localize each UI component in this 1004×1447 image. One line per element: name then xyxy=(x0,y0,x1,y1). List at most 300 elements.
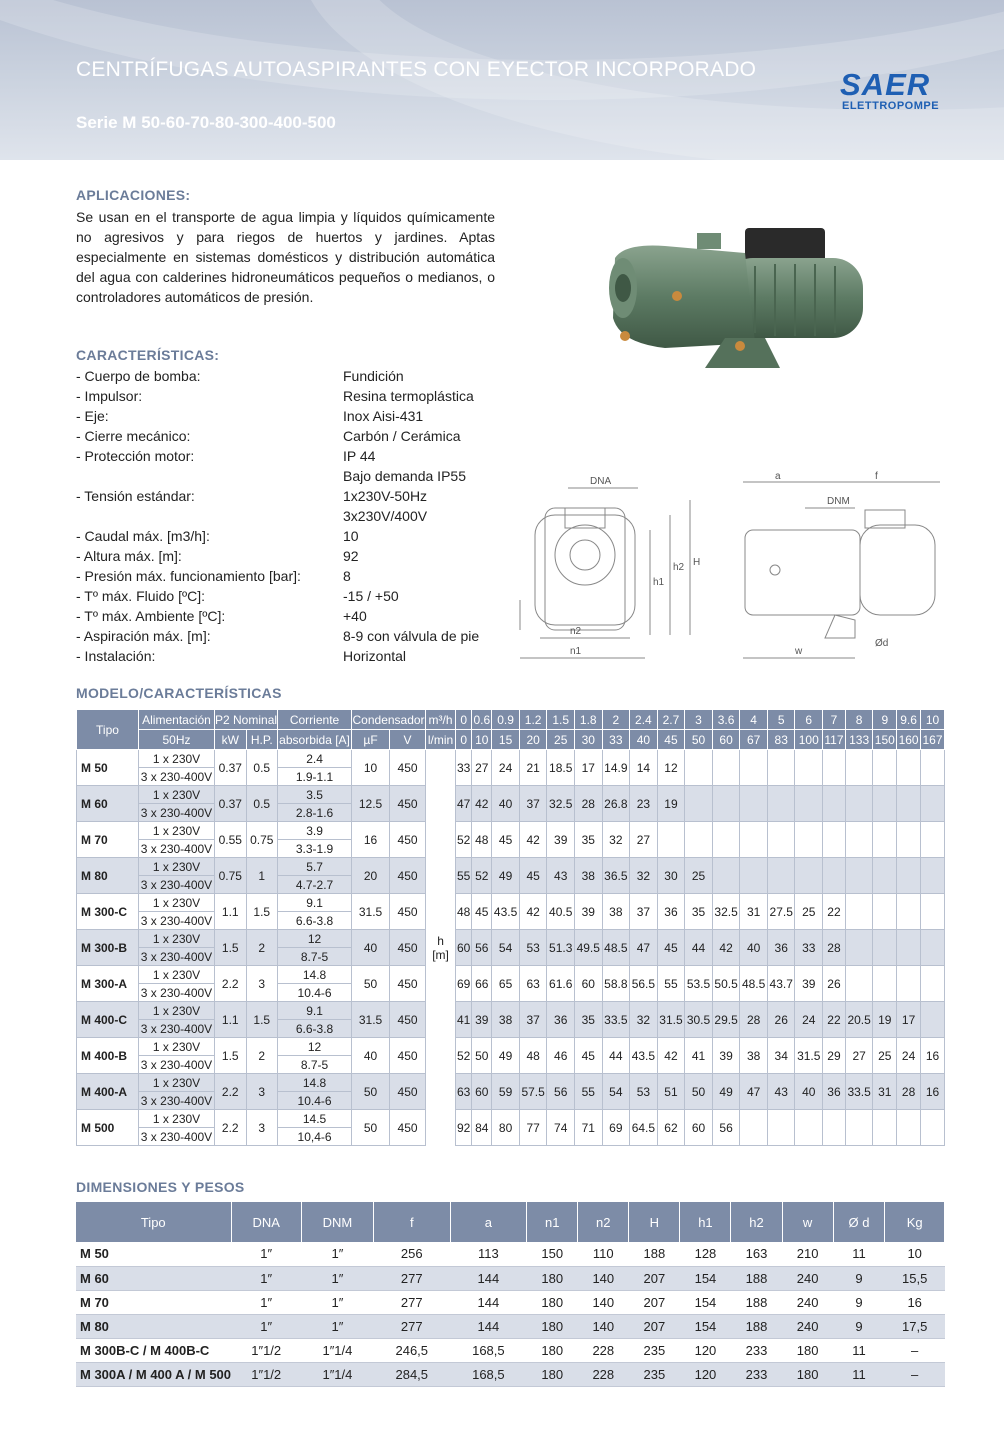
model-alim-1: 1 x 230V xyxy=(139,966,215,984)
head-value xyxy=(823,822,846,858)
dim-col-header: n1 xyxy=(527,1202,578,1242)
model-uf: 40 xyxy=(352,1038,390,1074)
head-value: 21 xyxy=(519,750,547,786)
head-value xyxy=(845,786,873,822)
char-row xyxy=(76,586,516,606)
head-value: 48 xyxy=(519,1038,547,1074)
head-value: 27.5 xyxy=(767,894,795,930)
head-value: 47 xyxy=(456,786,472,822)
head-value: 40 xyxy=(740,930,768,966)
model-kw: 1.1 xyxy=(215,1002,247,1038)
head-value xyxy=(823,858,846,894)
model-alim-1: 1 x 230V xyxy=(139,822,215,840)
model-alim-2: 3 x 230-400V xyxy=(139,804,215,822)
head-value: 32 xyxy=(602,822,630,858)
head-value: 23 xyxy=(630,786,658,822)
dim-value: 235 xyxy=(629,1362,680,1386)
flow-m3h-header: 0 xyxy=(456,710,472,730)
head-value: 22 xyxy=(823,894,846,930)
head-value xyxy=(657,822,685,858)
dim-tipo: M 80 xyxy=(76,1314,231,1338)
head-value: 53 xyxy=(630,1074,658,1110)
head-value: 41 xyxy=(456,1002,472,1038)
char-key: - Aspiración máx. [m]: xyxy=(76,628,211,644)
model-uf: 50 xyxy=(352,1110,390,1146)
head-value: 60 xyxy=(456,930,472,966)
model-alim-2: 3 x 230-400V xyxy=(139,1056,215,1074)
dim-value: 120 xyxy=(680,1338,731,1362)
char-value: 3x230V/400V xyxy=(343,508,428,524)
model-alim-2: 3 x 230-400V xyxy=(139,768,215,786)
H-label: H xyxy=(693,557,701,568)
head-value xyxy=(921,858,945,894)
model-current-2: 1.9-1.1 xyxy=(278,768,352,786)
flow-lmin-header: 30 xyxy=(574,730,602,750)
char-row xyxy=(76,626,516,646)
head-value: 38 xyxy=(740,1038,768,1074)
model-table xyxy=(76,709,945,1146)
dim-value: 1″ xyxy=(301,1314,373,1338)
model-kw: 2.2 xyxy=(215,966,247,1002)
head-value: 63 xyxy=(519,966,547,1002)
head-value xyxy=(795,1110,823,1146)
dim-row xyxy=(76,1242,945,1266)
head-value xyxy=(873,930,897,966)
head-value: 51.3 xyxy=(547,930,575,966)
dim-value: 180 xyxy=(527,1266,578,1290)
dimensiones-heading: DIMENSIONES Y PESOS xyxy=(76,1179,245,1195)
model-alim-1: 1 x 230V xyxy=(139,750,215,768)
head-value xyxy=(685,786,713,822)
head-value xyxy=(897,858,921,894)
model-hp: 3 xyxy=(246,1110,278,1146)
dim-value: 1″1/4 xyxy=(301,1338,373,1362)
head-value: 43.7 xyxy=(767,966,795,1002)
model-current-2: 10.4-6 xyxy=(278,1092,352,1110)
dim-tipo: M 70 xyxy=(76,1290,231,1314)
dim-value: 240 xyxy=(782,1314,833,1338)
dim-value: 168,5 xyxy=(450,1338,527,1362)
head-value: 27 xyxy=(630,822,658,858)
model-tipo: M 400-A xyxy=(77,1074,139,1110)
head-value: 26.8 xyxy=(602,786,630,822)
col-corriente: Corriente xyxy=(278,710,352,730)
flow-lmin-header: 160 xyxy=(897,730,921,750)
flow-lmin-header: 133 xyxy=(845,730,873,750)
head-value: 22 xyxy=(823,1002,846,1038)
model-kw: 1.5 xyxy=(215,930,247,966)
head-value: 37 xyxy=(630,894,658,930)
head-value: 36 xyxy=(547,1002,575,1038)
model-current-1: 14.5 xyxy=(278,1110,352,1128)
flow-m3h-header: 1.5 xyxy=(547,710,575,730)
flow-lmin-header: 100 xyxy=(795,730,823,750)
model-current-2: 10,4-6 xyxy=(278,1128,352,1146)
col-condensador: Condensador xyxy=(352,710,426,730)
d-label: Ød xyxy=(875,638,889,649)
dim-value: 140 xyxy=(578,1266,629,1290)
flow-m3h-header: 9 xyxy=(873,710,897,730)
col-absorbida: absorbida [A] xyxy=(278,730,352,750)
model-v: 450 xyxy=(390,1002,426,1038)
model-alim-2: 3 x 230-400V xyxy=(139,948,215,966)
dim-value: 163 xyxy=(731,1242,782,1266)
head-value: 48 xyxy=(456,894,472,930)
char-key: - Tº máx. Ambiente [ºC]: xyxy=(76,608,226,624)
model-alim-1: 1 x 230V xyxy=(139,1074,215,1092)
char-value: 8-9 con válvula de pie xyxy=(343,628,480,644)
head-value xyxy=(767,822,795,858)
head-value: 37 xyxy=(519,1002,547,1038)
model-alim-2: 3 x 230-400V xyxy=(139,1128,215,1146)
head-value xyxy=(823,786,846,822)
caracteristicas-heading: CARACTERÍSTICAS: xyxy=(76,347,220,363)
model-kw: 2.2 xyxy=(215,1074,247,1110)
dim-value: 15,5 xyxy=(885,1266,945,1290)
model-current-2: 2.8-1.6 xyxy=(278,804,352,822)
head-value: 32 xyxy=(630,1002,658,1038)
head-value: 65 xyxy=(492,966,520,1002)
col-tipo: Tipo xyxy=(77,710,139,750)
head-value: 24 xyxy=(795,1002,823,1038)
model-hp: 1.5 xyxy=(246,894,278,930)
flow-lmin-header: 117 xyxy=(823,730,846,750)
head-value: 17 xyxy=(897,1002,921,1038)
model-uf: 31.5 xyxy=(352,1002,390,1038)
flow-lmin-header: 60 xyxy=(712,730,740,750)
head-value: 42 xyxy=(519,894,547,930)
logo-brand: SAER xyxy=(840,67,931,102)
head-value: 54 xyxy=(492,930,520,966)
head-value: 45 xyxy=(574,1038,602,1074)
col-p2: P2 Nominal xyxy=(215,710,278,730)
dim-value: 235 xyxy=(629,1338,680,1362)
model-alim-2: 3 x 230-400V xyxy=(139,912,215,930)
model-alim-1: 1 x 230V xyxy=(139,1002,215,1020)
char-key: - Instalación: xyxy=(76,648,156,664)
head-value: 51 xyxy=(657,1074,685,1110)
head-value xyxy=(921,930,945,966)
dim-tipo: M 300A / M 400 A / M 500 xyxy=(76,1362,231,1386)
head-value xyxy=(685,750,713,786)
flow-m3h-header: 6 xyxy=(795,710,823,730)
head-value: 39 xyxy=(712,1038,740,1074)
flow-lmin-header: 10 xyxy=(472,730,492,750)
dim-value: 228 xyxy=(578,1362,629,1386)
head-value: 55 xyxy=(657,966,685,1002)
dim-value: – xyxy=(885,1338,945,1362)
head-value xyxy=(795,822,823,858)
char-value: 10 xyxy=(343,528,359,544)
dim-col-header: n2 xyxy=(578,1202,629,1242)
model-current-2: 6.6-3.8 xyxy=(278,912,352,930)
model-alim-1: 1 x 230V xyxy=(139,786,215,804)
head-value: 28 xyxy=(740,1002,768,1038)
flow-m3h-header: 1.2 xyxy=(519,710,547,730)
w-label: w xyxy=(795,646,803,657)
head-value: 47 xyxy=(740,1074,768,1110)
head-value: 43 xyxy=(547,858,575,894)
dim-value: 11 xyxy=(833,1362,885,1386)
dim-value: 120 xyxy=(680,1362,731,1386)
model-row xyxy=(77,1002,945,1020)
char-value: 8 xyxy=(343,568,351,584)
model-alim-2: 3 x 230-400V xyxy=(139,984,215,1002)
dim-value: 11 xyxy=(833,1338,885,1362)
head-value: 92 xyxy=(456,1110,472,1146)
head-value: 39 xyxy=(574,894,602,930)
model-v: 450 xyxy=(390,786,426,822)
head-value: 43 xyxy=(767,1074,795,1110)
model-row xyxy=(77,1110,945,1128)
side-view-drawing xyxy=(735,470,950,670)
model-v: 450 xyxy=(390,1074,426,1110)
dim-col-header: a xyxy=(450,1202,527,1242)
head-value: 48 xyxy=(472,822,492,858)
head-value xyxy=(740,858,768,894)
dim-value: 277 xyxy=(373,1290,450,1314)
h1-label: h1 xyxy=(653,577,665,588)
head-value: 30 xyxy=(657,858,685,894)
dim-value: 144 xyxy=(450,1314,527,1338)
head-value: 27 xyxy=(845,1038,873,1074)
model-current-2: 6.6-3.8 xyxy=(278,1020,352,1038)
model-kw: 0.75 xyxy=(215,858,247,894)
dimensions-table xyxy=(76,1202,945,1387)
flow-lmin-header: 50 xyxy=(685,730,713,750)
char-row xyxy=(76,546,516,566)
dim-col-header: f xyxy=(373,1202,450,1242)
dim-value: 1″ xyxy=(231,1242,301,1266)
head-value xyxy=(712,822,740,858)
head-value xyxy=(795,858,823,894)
f-label: f xyxy=(875,471,878,482)
front-view-drawing xyxy=(510,470,710,670)
head-value xyxy=(921,822,945,858)
model-v: 450 xyxy=(390,966,426,1002)
head-value: 54 xyxy=(602,1074,630,1110)
head-value: 45 xyxy=(519,858,547,894)
dim-value: 277 xyxy=(373,1266,450,1290)
head-value xyxy=(873,822,897,858)
head-value: 31 xyxy=(873,1074,897,1110)
head-value xyxy=(897,930,921,966)
flow-m3h-header: 8 xyxy=(845,710,873,730)
model-hp: 2 xyxy=(246,930,278,966)
model-hp: 1.5 xyxy=(246,1002,278,1038)
head-value: 36 xyxy=(767,930,795,966)
head-value: 42 xyxy=(712,930,740,966)
dim-value: 188 xyxy=(731,1314,782,1338)
head-value: 16 xyxy=(921,1074,945,1110)
flow-lmin-header: 25 xyxy=(547,730,575,750)
flow-m3h-header: 7 xyxy=(823,710,846,730)
col-m3h: m³/h xyxy=(426,710,456,730)
head-value: 44 xyxy=(602,1038,630,1074)
col-hp: H.P. xyxy=(246,730,278,750)
head-value: 14 xyxy=(630,750,658,786)
head-value: 42 xyxy=(472,786,492,822)
char-key: - Altura máx. [m]: xyxy=(76,548,182,564)
dim-col-header: Tipo xyxy=(76,1202,231,1242)
head-value: 16 xyxy=(921,1038,945,1074)
dim-value: 228 xyxy=(578,1338,629,1362)
dim-value: 188 xyxy=(731,1266,782,1290)
model-tipo: M 80 xyxy=(77,858,139,894)
char-key: - Cierre mecánico: xyxy=(76,428,191,444)
head-value xyxy=(712,750,740,786)
head-value: 28 xyxy=(574,786,602,822)
dim-value: 10 xyxy=(885,1242,945,1266)
head-value: 66 xyxy=(472,966,492,1002)
head-value xyxy=(921,786,945,822)
logo-sub: ELETTROPOMPE xyxy=(842,100,940,112)
head-value xyxy=(897,750,921,786)
model-current-1: 14.8 xyxy=(278,1074,352,1092)
head-value: 14.9 xyxy=(602,750,630,786)
head-value xyxy=(845,1110,873,1146)
char-key: - Eje: xyxy=(76,408,109,424)
head-value: 38 xyxy=(492,1002,520,1038)
head-value: 49 xyxy=(492,1038,520,1074)
head-value: 57.5 xyxy=(519,1074,547,1110)
char-value: Fundición xyxy=(343,368,404,384)
dim-value: 1″ xyxy=(301,1242,373,1266)
dim-value: 110 xyxy=(578,1242,629,1266)
model-alim-2: 3 x 230-400V xyxy=(139,876,215,894)
dim-value: 207 xyxy=(629,1290,680,1314)
model-v: 450 xyxy=(390,822,426,858)
head-value xyxy=(712,786,740,822)
flow-lmin-header: 40 xyxy=(630,730,658,750)
model-alim-1: 1 x 230V xyxy=(139,930,215,948)
char-value: Bajo demanda IP55 xyxy=(343,468,466,484)
dim-col-header: DNM xyxy=(301,1202,373,1242)
model-kw: 0.55 xyxy=(215,822,247,858)
model-current-2: 10.4-6 xyxy=(278,984,352,1002)
dim-value: 233 xyxy=(731,1338,782,1362)
dim-row xyxy=(76,1290,945,1314)
head-value: 40 xyxy=(795,1074,823,1110)
h-label: h xyxy=(437,933,444,948)
head-value: 30.5 xyxy=(685,1002,713,1038)
h2-label: h2 xyxy=(673,562,685,573)
head-value: 38 xyxy=(602,894,630,930)
head-value: 60 xyxy=(472,1074,492,1110)
head-value xyxy=(921,750,945,786)
model-row xyxy=(77,894,945,912)
model-current-1: 12 xyxy=(278,1038,352,1056)
head-value: 20.5 xyxy=(845,1002,873,1038)
dim-value: 1″ xyxy=(231,1314,301,1338)
model-hp: 2 xyxy=(246,1038,278,1074)
model-current-1: 5.7 xyxy=(278,858,352,876)
char-key xyxy=(76,506,343,526)
model-alim-1: 1 x 230V xyxy=(139,858,215,876)
dim-value: 9 xyxy=(833,1266,885,1290)
head-value: 47 xyxy=(630,930,658,966)
head-value: 48.5 xyxy=(602,930,630,966)
char-row xyxy=(76,526,516,546)
head-value: 71 xyxy=(574,1110,602,1146)
head-value: 53 xyxy=(519,930,547,966)
dim-value: 207 xyxy=(629,1266,680,1290)
flow-lmin-header: 33 xyxy=(602,730,630,750)
head-value: 39 xyxy=(547,822,575,858)
model-current-2: 8.7-5 xyxy=(278,1056,352,1074)
flow-lmin-header: 83 xyxy=(767,730,795,750)
head-value: 56 xyxy=(472,930,492,966)
head-value: 77 xyxy=(519,1110,547,1146)
dim-value: 240 xyxy=(782,1266,833,1290)
dim-value: 168,5 xyxy=(450,1362,527,1386)
dim-col-header: Ø d xyxy=(833,1202,885,1242)
flow-lmin-header: 67 xyxy=(740,730,768,750)
char-value: Carbón / Cerámica xyxy=(343,428,461,444)
model-hp: 0.5 xyxy=(246,786,278,822)
head-value: 55 xyxy=(456,858,472,894)
head-value: 29 xyxy=(823,1038,846,1074)
page-subtitle: Serie M 50-60-70-80-300-400-500 xyxy=(76,113,336,132)
head-value xyxy=(873,966,897,1002)
head-value: 36 xyxy=(823,1074,846,1110)
head-value: 80 xyxy=(492,1110,520,1146)
model-alim-1: 1 x 230V xyxy=(139,894,215,912)
dim-value: 128 xyxy=(680,1242,731,1266)
dim-value: 150 xyxy=(527,1242,578,1266)
flow-m3h-header: 3 xyxy=(685,710,713,730)
head-value xyxy=(767,786,795,822)
flow-m3h-header: 0.9 xyxy=(492,710,520,730)
dim-value: 144 xyxy=(450,1290,527,1314)
head-value xyxy=(767,750,795,786)
char-key: - Tensión estándar: xyxy=(76,488,195,504)
model-kw: 0.37 xyxy=(215,750,247,786)
head-value: 24 xyxy=(492,750,520,786)
col-kw: kW xyxy=(215,730,247,750)
pump-image xyxy=(605,218,875,378)
dim-col-header: h2 xyxy=(731,1202,782,1242)
head-value xyxy=(740,750,768,786)
flow-m3h-header: 4 xyxy=(740,710,768,730)
dim-col-header: H xyxy=(629,1202,680,1242)
head-value: 33 xyxy=(456,750,472,786)
dim-value: 1″ xyxy=(301,1266,373,1290)
model-current-1: 14.8 xyxy=(278,966,352,984)
char-row xyxy=(76,426,516,446)
head-value: 63 xyxy=(456,1074,472,1110)
h-unit: [m] xyxy=(432,947,449,962)
dim-value: 9 xyxy=(833,1314,885,1338)
model-kw: 1.5 xyxy=(215,1038,247,1074)
model-tipo: M 300-A xyxy=(77,966,139,1002)
char-row xyxy=(76,406,516,426)
col-50hz: 50Hz xyxy=(139,730,215,750)
dim-value: 113 xyxy=(450,1242,527,1266)
head-value: 32 xyxy=(630,858,658,894)
head-value: 49 xyxy=(712,1074,740,1110)
dim-value: – xyxy=(885,1362,945,1386)
head-value xyxy=(897,822,921,858)
char-key: - Cuerpo de bomba: xyxy=(76,368,201,384)
dim-value: 246,5 xyxy=(373,1338,450,1362)
saer-logo xyxy=(840,67,950,120)
head-value: 48.5 xyxy=(740,966,768,1002)
model-tipo: M 400-B xyxy=(77,1038,139,1074)
flow-m3h-header: 2.7 xyxy=(657,710,685,730)
head-value xyxy=(823,750,846,786)
head-value xyxy=(740,822,768,858)
